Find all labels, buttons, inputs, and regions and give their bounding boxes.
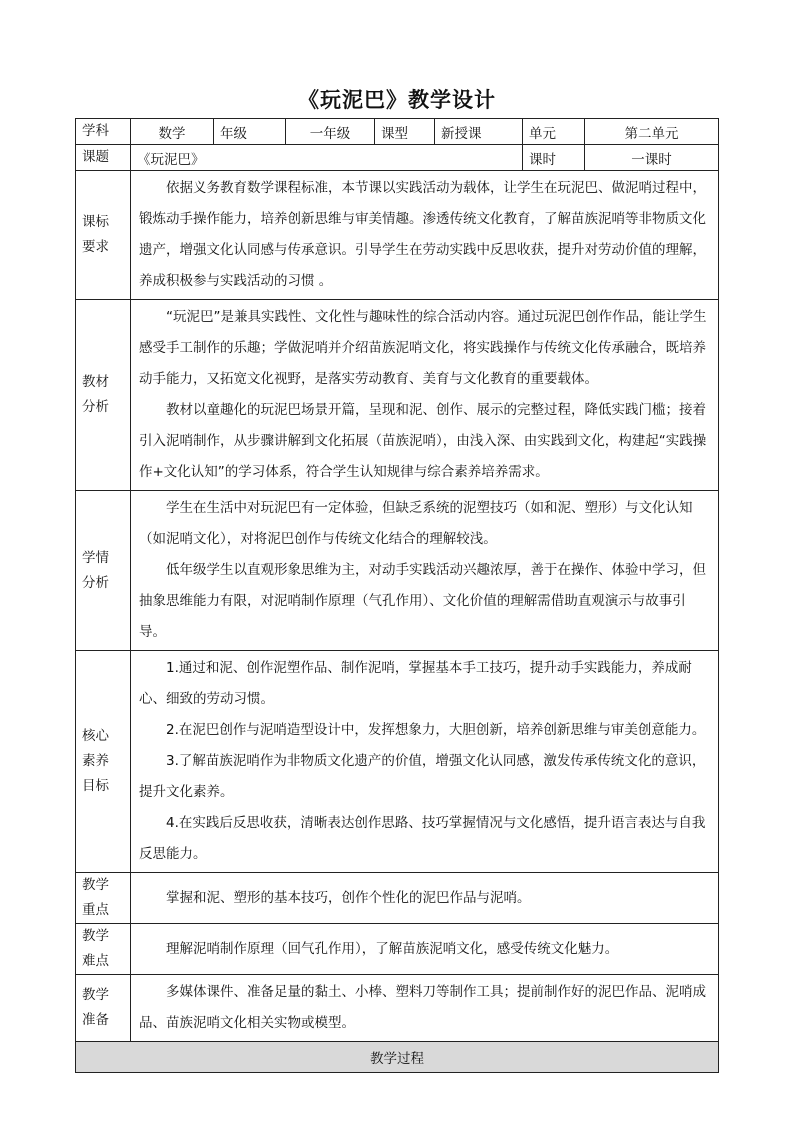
table-row [76,975,719,1042]
standards-text: 依据义务教育数学课程标准，本节课以实践活动为载体，让学生在玩泥巴、做泥哨过程中，锻炼动手操作能力，培养创新思维与审美情趣。渗透传统文化教育，了解苗族泥哨等非物质文化遗产，增强文化认同感与传承意识。引导学生在劳动实践中反思收获，提升对劳动价值的理解，养成积极参与实践活动的习惯 。 [131,171,719,300]
goals-text: 1.通过和泥、创作泥塑作品、制作泥哨，掌握基本手工技巧，提升动手实践能力，养成耐心、细致的劳动习惯。 2.在泥巴创作与泥哨造型设计中，发挥想象力，大胆创新，培养创新思维与审美创意能力。 3.了解苗族泥哨作为非物质文化遗产的价值，增强文化认同感，激发传承传统文化的意识，提升文化素养。 4.在实践后反思收获，清晰表达创作思路、技巧掌握情况与文化感悟，提升语言表达与自我反思能力。 [131,651,719,873]
difficulties-text: 理解泥哨制作原理（回气孔作用），了解苗族泥哨文化，感受传统文化魅力。 [131,924,719,975]
key-points-text: 掌握和泥、塑形的基本技巧，创作个性化的泥巴作品与泥哨。 [131,873,719,924]
subject-label: 学科 [76,119,131,145]
table-row [76,873,719,924]
table-row [76,119,719,145]
preparation-text: 多媒体课件、准备足量的黏土、小棒、塑料刀等制作工具；提前制作好的泥巴作品、泥哨成品、苗族泥哨文化相关实物或模型。 [131,975,719,1042]
key-points-label: 教学 重点 [76,873,131,924]
learners-text: 学生在生活中对玩泥巴有一定体验，但缺乏系统的泥塑技巧（如和泥、塑形）与文化认知（如泥哨文化），对将泥巴创作与传统文化结合的理解较浅。 低年级学生以直观形象思维为主，对动手实践活动兴趣浓厚，善于在操作、体验中学习，但抽象思维能力有限，对泥哨制作原理（气孔作用）、文化价值的理解需借助直观演示与故事引导。 [131,491,719,651]
lesson-plan-table [75,118,719,1073]
subject-value: 数学 [131,119,214,145]
hours-label: 课时 [523,145,585,171]
table-row [76,300,719,491]
table-row [76,651,719,873]
hours-value: 一课时 [585,145,719,171]
topic-label: 课题 [76,145,131,171]
table-row [76,924,719,975]
teaching-process-header: 教学过程 [76,1042,719,1073]
table-row [76,1042,719,1073]
grade-label: 年级 [214,119,286,145]
lesson-type-value: 新授课 [435,119,523,145]
grade-value: 一年级 [286,119,375,145]
standards-label: 课标 要求 [76,171,131,300]
learners-label: 学情 分析 [76,491,131,651]
preparation-label: 教学 准备 [76,975,131,1042]
materials-text: “玩泥巴”是兼具实践性、文化性与趣味性的综合活动内容。通过玩泥巴创作作品，能让学生感受手工制作的乐趣；学做泥哨并介绍苗族泥哨文化，将实践操作与传统文化传承融合，既培养动手能力，又拓宽文化视野，是落实劳动教育、美育与文化教育的重要载体。 教材以童趣化的玩泥巴场景开篇，呈现和泥、创作、展示的完整过程，降低实践门槛；接着引入泥哨制作，从步骤讲解到文化拓展（苗族泥哨），由浅入深、由实践到文化，构建起“实践操作+文化认知”的学习体系，符合学生认知规律与综合素养培养需求。 [131,300,719,491]
goals-label: 核心 素养 目标 [76,651,131,873]
table-row [76,491,719,651]
table-row [76,145,719,171]
topic-value: 《玩泥巴》 [131,145,523,171]
unit-value: 第二单元 [585,119,719,145]
difficulties-label: 教学 难点 [76,924,131,975]
lesson-type-label: 课型 [375,119,435,145]
table-row [76,171,719,300]
materials-label: 教材 分析 [76,300,131,491]
unit-label: 单元 [523,119,585,145]
page-title: 《玩泥巴》教学设计 [298,88,496,112]
